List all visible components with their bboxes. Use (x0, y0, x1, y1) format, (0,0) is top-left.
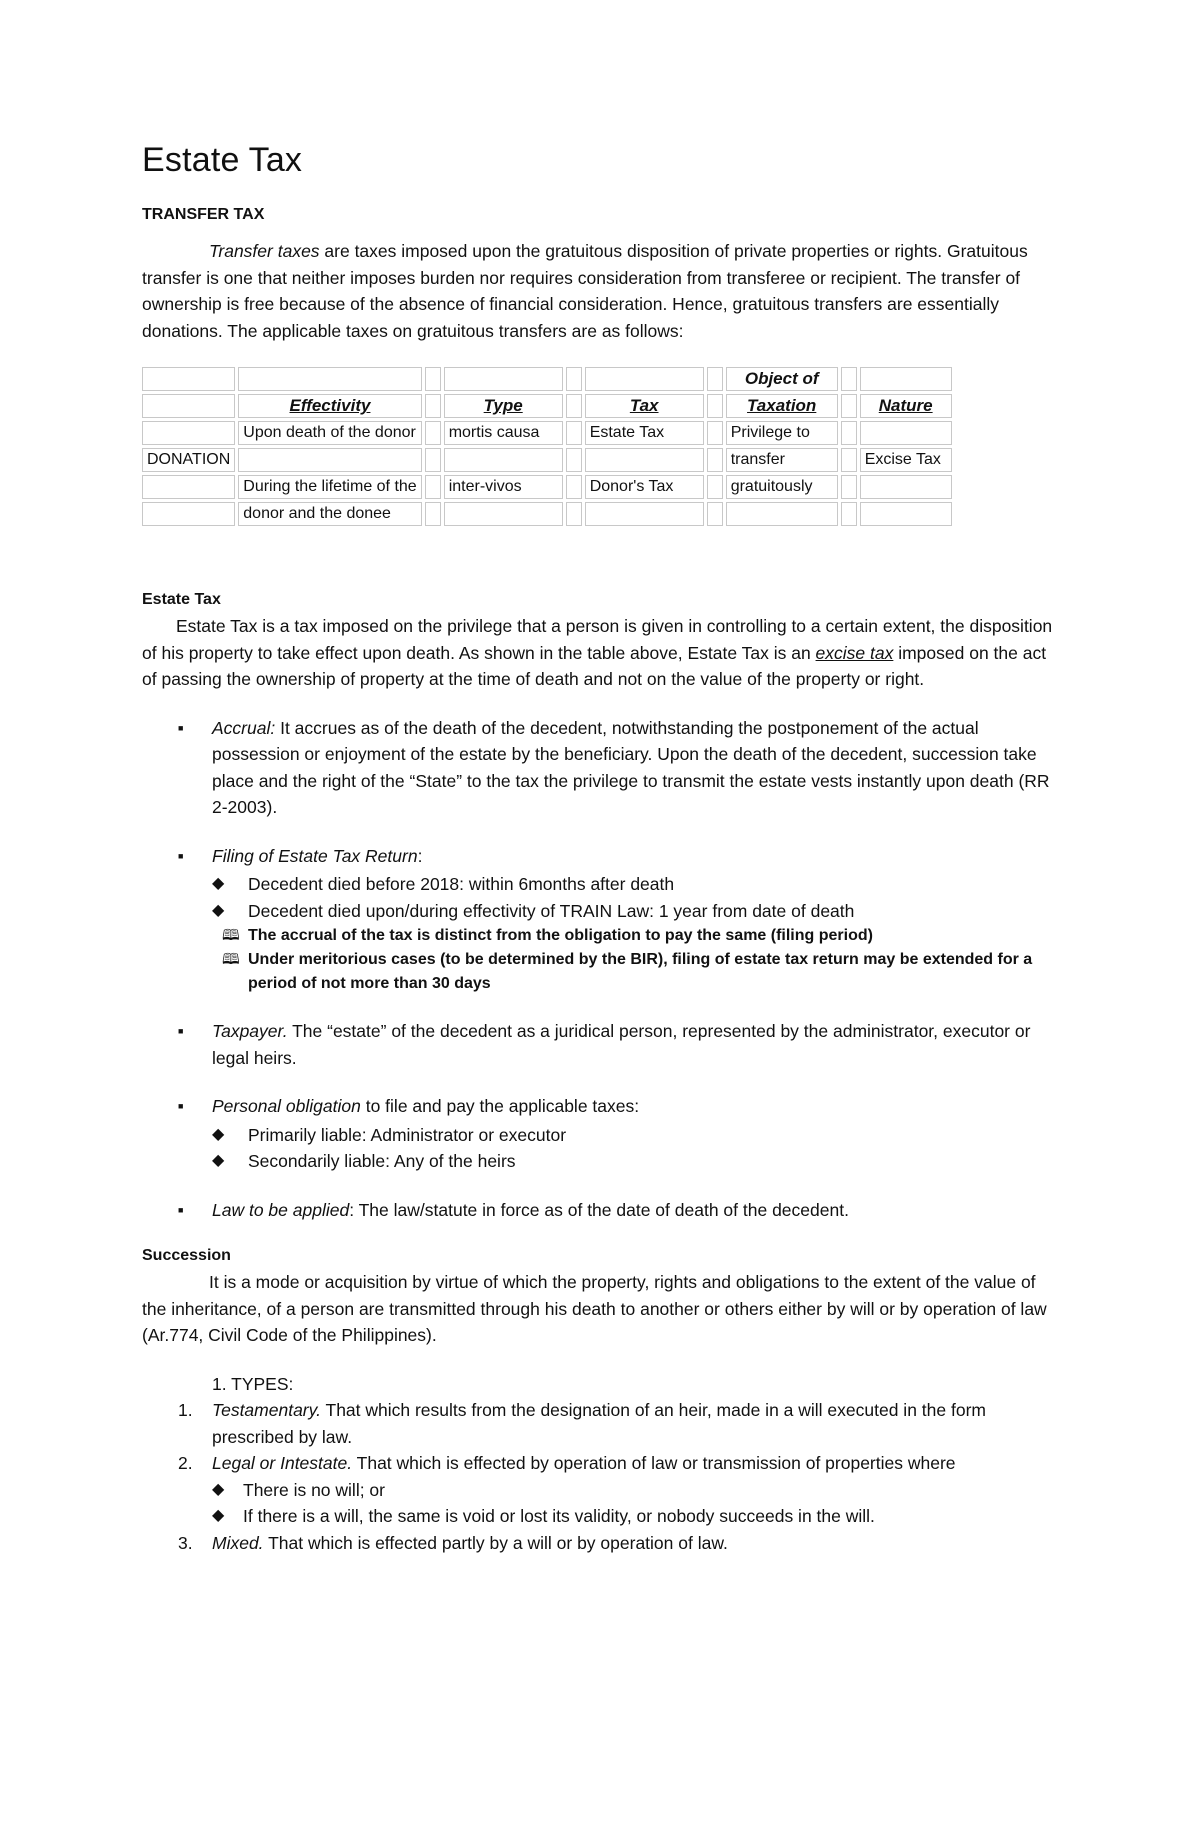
estate-tax-heading: Estate Tax (142, 591, 221, 608)
secondary-liability: Secondarily liable: Any of the heirs (248, 1151, 516, 1171)
intestate-conditions-list (212, 1477, 1062, 1530)
primary-liability: Primarily liable: Administrator or executor (248, 1124, 567, 1145)
cell-type-mortis: mortis causa (444, 421, 563, 445)
list-item (212, 898, 1062, 925)
cell-tax-estate: Estate Tax (585, 421, 704, 445)
list-item-filing (142, 843, 1062, 997)
cell-object-1: Privilege to (726, 421, 838, 445)
transfer-taxes-term: Transfer taxes (209, 241, 320, 261)
estate-tax-text-b: imposed on the act of passing the ownership of property at the time of death and not on the value of the property or right. (142, 642, 1047, 689)
list-number: 3. (178, 1532, 193, 1553)
list-item-taxpayer (142, 1018, 1062, 1071)
list-item (212, 1477, 1062, 1504)
list-item-intestate (142, 1450, 1062, 1530)
list-item (212, 1148, 1062, 1175)
transfer-tax-heading: TRANSFER TAX (142, 206, 265, 223)
square-bullet-icon: ■ (178, 1101, 184, 1111)
list-item (212, 948, 1062, 996)
filing-label: Filing of Estate Tax Return (212, 845, 418, 866)
list-item-personal-obligation (142, 1093, 1062, 1175)
estate-tax-paragraph (142, 613, 1062, 693)
table-row (142, 502, 952, 526)
taxpayer-label: Taxpayer. (212, 1021, 288, 1041)
succession-section (142, 1243, 1062, 1556)
excise-tax-term: excise tax (815, 642, 894, 663)
cell-effectivity-death: Upon death of the donor (238, 421, 421, 445)
header-tax: Tax (585, 394, 704, 418)
succession-heading: Succession (142, 1247, 231, 1264)
list-number: 1. (178, 1400, 193, 1420)
testamentary-text: That which results from the designation of an heir, made in a will executed in the form prescribed by law. (212, 1400, 986, 1447)
list-item (212, 871, 1062, 898)
list-item (212, 924, 1062, 948)
mixed-label: Mixed. (212, 1532, 264, 1553)
filing-note-accrual: The accrual of the tax is distinct from the obligation to pay the same (filing period) (248, 927, 873, 944)
list-item (212, 1122, 1062, 1149)
header-type: Type (444, 394, 563, 418)
cell-object-3: gratuitously (726, 475, 838, 499)
law-label: Law to be applied (212, 1199, 350, 1220)
accrual-text: It accrues as of the death of the decedent, notwithstanding the postponement of the actual possession or enjoyment of the estate by the beneficiary. Upon the death of the decedent, succession take place and the right of the “State” to the tax the privilege to transmit the estate vests instantly upon death (RR 2-2003). (212, 717, 1050, 817)
cell-object-2: transfer (726, 448, 838, 472)
law-text: : The law/statute in force as of the date of death of the decedent. (349, 1199, 849, 1220)
list-item-law (142, 1197, 1062, 1224)
page-title: Estate Tax (142, 141, 303, 179)
succession-paragraph: It is a mode or acquisition by virtue of which the property, rights and obligations to the extent of the value of the inheritance, of a person are transmitted through his death to another or others either by will or by operation of law (Ar.774, Civil Code of the Philippines). (142, 1272, 1047, 1345)
filing-notes-list (212, 924, 1062, 996)
book-icon: 🕮 (222, 951, 240, 968)
table-row (142, 421, 952, 445)
mixed-text: That which is effected partly by a will or by operation of law. (263, 1532, 728, 1553)
personal-obligation-text: to file and pay the applicable taxes: (360, 1096, 640, 1116)
list-item-mixed (142, 1530, 1062, 1557)
accrual-label: Accrual: (212, 717, 276, 738)
succession-types-list (142, 1397, 1062, 1556)
cell-donation-label: DONATION (142, 448, 235, 472)
estate-tax-bullets (142, 715, 1062, 1224)
square-bullet-icon: ■ (178, 1026, 184, 1036)
testamentary-label: Testamentary. (212, 1400, 321, 1420)
table-row-header-top (142, 367, 952, 391)
table-row (142, 475, 952, 499)
diamond-bullet-icon: ◆ (212, 1152, 225, 1169)
header-effectivity: Effectivity (238, 394, 421, 418)
header-nature: Nature (860, 394, 952, 418)
square-bullet-icon: ■ (178, 1204, 184, 1215)
donation-table (139, 364, 955, 529)
liability-list (212, 1122, 1062, 1175)
list-item-accrual (142, 715, 1062, 821)
diamond-bullet-icon: ◆ (212, 901, 225, 919)
void-will-condition: If there is a will, the same is void or lost its validity, or nobody succeeds in the will. (243, 1506, 875, 1526)
cell-nature: Excise Tax (860, 448, 952, 472)
list-item (212, 1503, 1062, 1530)
list-number: 2. (178, 1453, 193, 1473)
no-will-condition: There is no will; or (243, 1479, 385, 1500)
diamond-bullet-icon: ◆ (212, 1507, 225, 1524)
estate-tax-text-a: Estate Tax is a tax imposed on the privilege that a person is given in controlling to a certain extent, the disposition of his property to take effect upon death. As shown in the table above, Estate Tax is an (142, 616, 1053, 663)
cell-type-inter-vivos: inter-vivos (444, 475, 563, 499)
personal-obligation-label: Personal obligation (212, 1096, 361, 1116)
transfer-tax-paragraph (142, 238, 1062, 344)
types-heading: 1. TYPES: (212, 1373, 294, 1394)
filing-note-extension: Under meritorious cases (to be determined by the BIR), filing of estate tax return may be extended for a period of not more than 30 days (248, 951, 1033, 992)
diamond-bullet-icon: ◆ (212, 1480, 225, 1498)
filing-periods-list (212, 871, 1062, 924)
square-bullet-icon: ■ (178, 722, 184, 733)
filing-colon: : (417, 845, 423, 866)
table-row-header (142, 394, 952, 418)
filing-period-train: Decedent died upon/during effectivity of TRAIN Law: 1 year from date of death (248, 900, 855, 921)
document-page (142, 140, 1062, 1556)
header-object-line2: Taxation (726, 394, 838, 418)
diamond-bullet-icon: ◆ (212, 1125, 225, 1143)
filing-period-before-2018: Decedent died before 2018: within 6months after death (248, 874, 675, 894)
transfer-tax-text: are taxes imposed upon the gratuitous disposition of private properties or rights. Gratuitous transfer is one that neither imposes burden nor requires consideration from transferee or recipient. The transfer of ownership is free because of the absence of financial consideration. Hence, gratuitous transfers are essentially donations. The applicable taxes on gratuitous transfers are as follows: (142, 241, 1028, 341)
intestate-text: That which is effected by operation of law or transmission of properties where (352, 1453, 956, 1473)
book-icon: 🕮 (222, 927, 240, 944)
diamond-bullet-icon: ◆ (212, 875, 225, 892)
cell-tax-donor: Donor's Tax (585, 475, 704, 499)
table-row (142, 448, 952, 472)
square-bullet-icon: ■ (178, 850, 184, 861)
estate-tax-section (142, 587, 1062, 1223)
cell-effectivity-lifetime-2: donor and the donee (238, 502, 421, 526)
header-object-line1: Object of (726, 367, 838, 391)
taxpayer-text: The “estate” of the decedent as a juridical person, represented by the administrator, executor or legal heirs. (212, 1021, 1031, 1068)
cell-effectivity-lifetime: During the lifetime of the (238, 475, 421, 499)
intestate-label: Legal or Intestate. (212, 1453, 353, 1473)
list-item-testamentary (142, 1397, 1062, 1450)
